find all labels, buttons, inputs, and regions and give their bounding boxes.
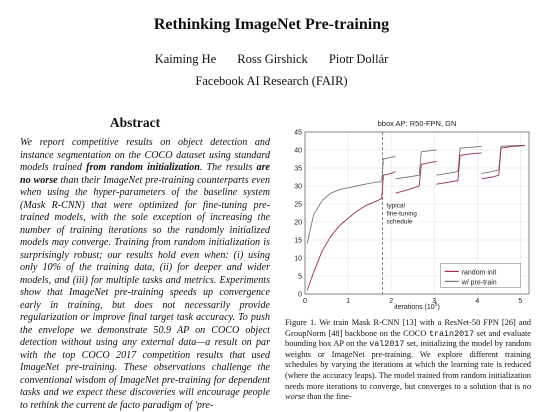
author-list — [0, 52, 543, 67]
series-line — [482, 145, 525, 173]
y-tick-label: 30 — [294, 183, 302, 191]
x-tick-label: 2 — [389, 298, 394, 305]
author-name: Ross Girshick — [237, 52, 308, 66]
chart-title: bbox AP: R50-FPN, GN — [377, 119, 457, 128]
abstract-heading: Abstract — [109, 115, 161, 130]
x-tick-label: 5 — [518, 298, 523, 305]
abstract-body: We report competitive results on object detection and instance segmentation on the COCO dataset using standard models trained from random initialization. The results are no worse than their ImageNet pre-training counterparts even when using the hyper-parameters of the baseline system (Mask R-CNN) that were optimized for fine-tuning pre-trained models, with the sole exception of increasing the number of training iterations so the randomly initialized models may converge. Training from random initialization is surprisingly robust; our results hold even when: (i) using only 10% of the training data, (ii) for deeper and wider models, and (iii) for multiple tasks and metrics. Experiments show that ImageNet pre-training speeds up convergence early in training, but does not necessarily provide regularization or improve final target task accuracy. To push the envelope we demonstrate 50.9 AP on COCO object detection without using any external data—a result on par with the top COCO 2017 competition results that used ImageNet pre-training. These observations challenge the conventional wisdom of ImageNet pre-training for dependent tasks and we expect these discoveries will encourage people to rethink the current de facto paradigm of 'pre- — [20, 137, 271, 411]
series-line — [307, 157, 395, 244]
chart-legend — [441, 263, 521, 287]
annotation-text: typical — [386, 202, 405, 210]
series-line — [482, 146, 525, 179]
x-axis-label: iterations $(10^5)$ — [394, 302, 440, 311]
legend-label: random init — [461, 269, 497, 277]
affiliation: Facebook AI Research (FAIR) — [195, 74, 348, 88]
annotation-text: schedule — [386, 218, 413, 226]
y-tick-label: 0 — [298, 291, 302, 299]
author-name: Kaiming He — [154, 52, 217, 66]
x-tick-label: 3 — [432, 298, 437, 305]
code-text: val2017 — [369, 339, 405, 350]
y-tick-label: 5 — [298, 273, 302, 281]
y-tick-label: 15 — [294, 237, 302, 245]
bold-phrase: from random initialization — [86, 162, 200, 173]
paper-title: Rethinking ImageNet Pre-training — [153, 16, 390, 33]
x-tick-label: 1 — [346, 298, 351, 305]
schedule-annotation — [383, 132, 418, 294]
series-line — [396, 150, 437, 179]
y-tick-label: 40 — [294, 147, 302, 155]
y-tick-label: 35 — [294, 165, 302, 173]
code-text: train2017 — [428, 328, 475, 339]
annotation-text: fine-tuning — [386, 210, 417, 218]
series-line — [396, 162, 437, 194]
legend-label: w/ pre-train — [461, 279, 497, 287]
ap-chart — [283, 116, 533, 316]
y-tick-label: 25 — [294, 201, 302, 209]
figure-caption: Figure 1. We train Mask R-CNN [13] with a ResNet-50 FPN [26] and GroupNorm [48] backbone on the COCO train2017 set and evaluate bounding box AP on the val2017 set, initializing the model by random weights or ImageNet pre-training. We explore different training schedules by varying the iterations at which the learning rate is reduced (where the accuracy leaps). The model trained from random initialization needs more iterations to converge, but converges to a solution that is no worse than the fine- — [285, 318, 532, 402]
bold-phrase: are no worse — [20, 162, 271, 186]
y-tick-label: 20 — [294, 219, 302, 227]
italic-phrase: no worse — [285, 381, 531, 402]
x-tick-label: 0 — [303, 298, 307, 305]
y-tick-label: 10 — [294, 255, 302, 263]
x-tick-label: 4 — [475, 298, 480, 305]
author-name: Piotr Dollár — [328, 52, 389, 66]
y-tick-label: 45 — [294, 129, 302, 137]
